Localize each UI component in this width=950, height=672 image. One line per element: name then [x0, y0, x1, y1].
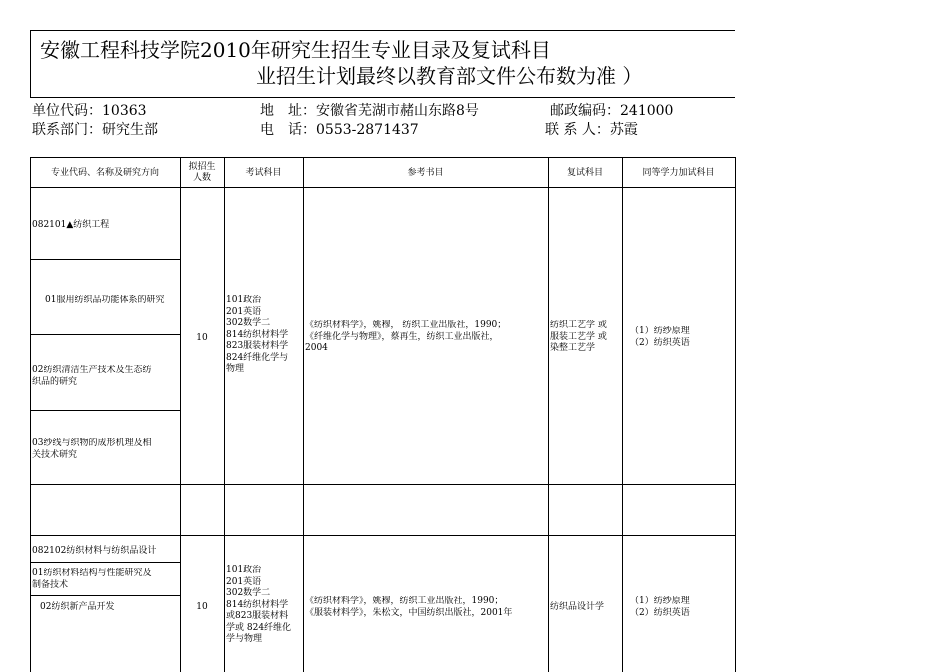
header-books: 参考书目: [407, 168, 444, 178]
address: 地 址：安徽省芜湖市赭山东路8号: [260, 103, 479, 119]
department: 联系部门：研究生部: [32, 122, 158, 138]
column-divider: [224, 157, 225, 672]
direction-separator: [30, 334, 180, 335]
postcode: 邮政编码：241000: [550, 103, 674, 119]
header-bottom-border: [30, 187, 735, 188]
research-direction: 03纱线与织物的成形机理及相 关技术研究: [32, 438, 152, 460]
equivalent-subjects: （1）纺纱原理 （2）纺织英语: [630, 596, 690, 618]
table-left-border: [30, 157, 31, 672]
plan-count: 10: [196, 333, 208, 343]
header-retest: 复试科目: [566, 168, 603, 178]
direction-separator: [30, 410, 180, 411]
header-exam: 考试科目: [245, 168, 282, 178]
header-equivalent: 同等学力加试科目: [642, 168, 715, 178]
equivalent-subjects: （1）纺纱原理 （2）纺织英语: [630, 326, 690, 348]
plan-count: 10: [196, 602, 208, 612]
exam-subjects: 101政治 201英语 302数学二 814纺织材料学 或823服装材料 学或 824纤维化 学与物理: [226, 565, 292, 644]
column-divider: [548, 157, 549, 672]
unit-code: 单位代码：10363: [32, 103, 147, 119]
major-title: 082102纺织材料与纺织品设计: [32, 546, 157, 556]
group2-top-border: [30, 535, 735, 536]
research-direction: 02纺织清洁生产技术及生态纺 织品的研究: [32, 365, 152, 387]
direction-separator: [30, 259, 180, 260]
reference-books: 《纺织材料学》，姚穆，纺织工业出版社，1990； 《服装材料学》，朱松文，中国纺织出版社，2001年: [305, 596, 513, 618]
phone: 电 话：0553-2871437: [260, 122, 419, 138]
retest-subjects: 纺织工艺学 或 服装工艺学 或 染整工艺学: [550, 320, 607, 353]
column-divider: [622, 157, 623, 672]
table-right-border: [735, 157, 736, 672]
research-direction: 02纺织新产品开发: [40, 602, 115, 612]
page-title: 安徽工程科技学院2010年研究生招生专业目录及复试科目: [40, 38, 551, 62]
title-left-border: [30, 30, 31, 98]
reference-books: 《纺织材料学》，姚穆， 纺织工业出版社，1990； 《纤维化学与物理》，蔡再生，纺织工业出版社， 2004: [305, 320, 507, 353]
column-divider: [303, 157, 304, 672]
contact: 联 系 人：苏霞: [545, 122, 638, 138]
direction-separator: [30, 595, 180, 596]
retest-subjects: 纺织品设计学: [550, 602, 605, 612]
exam-subjects: 101政治 201英语 302数学二 814纺织材料学 823服装材料学 824纤维化学与 物理: [226, 295, 289, 374]
research-direction: 01纺织材料结构与性能研究及 制备技术: [32, 568, 152, 590]
major-title: 082101▲纺织工程: [32, 220, 110, 230]
title-bottom-border: [30, 97, 735, 98]
title-top-border: [30, 30, 735, 31]
header-plan: 拟招生 人数: [188, 162, 216, 183]
page-subtitle: 业招生计划最终以教育部文件公布数为准 ）: [256, 64, 643, 88]
direction-separator: [30, 562, 180, 563]
group1-bottom-border: [30, 484, 735, 485]
column-divider: [180, 157, 181, 672]
header-major: 专业代码、名称及研究方向: [50, 168, 159, 178]
table-top-border: [30, 157, 735, 158]
research-direction: 01服用纺织品功能体系的研究: [45, 295, 165, 305]
